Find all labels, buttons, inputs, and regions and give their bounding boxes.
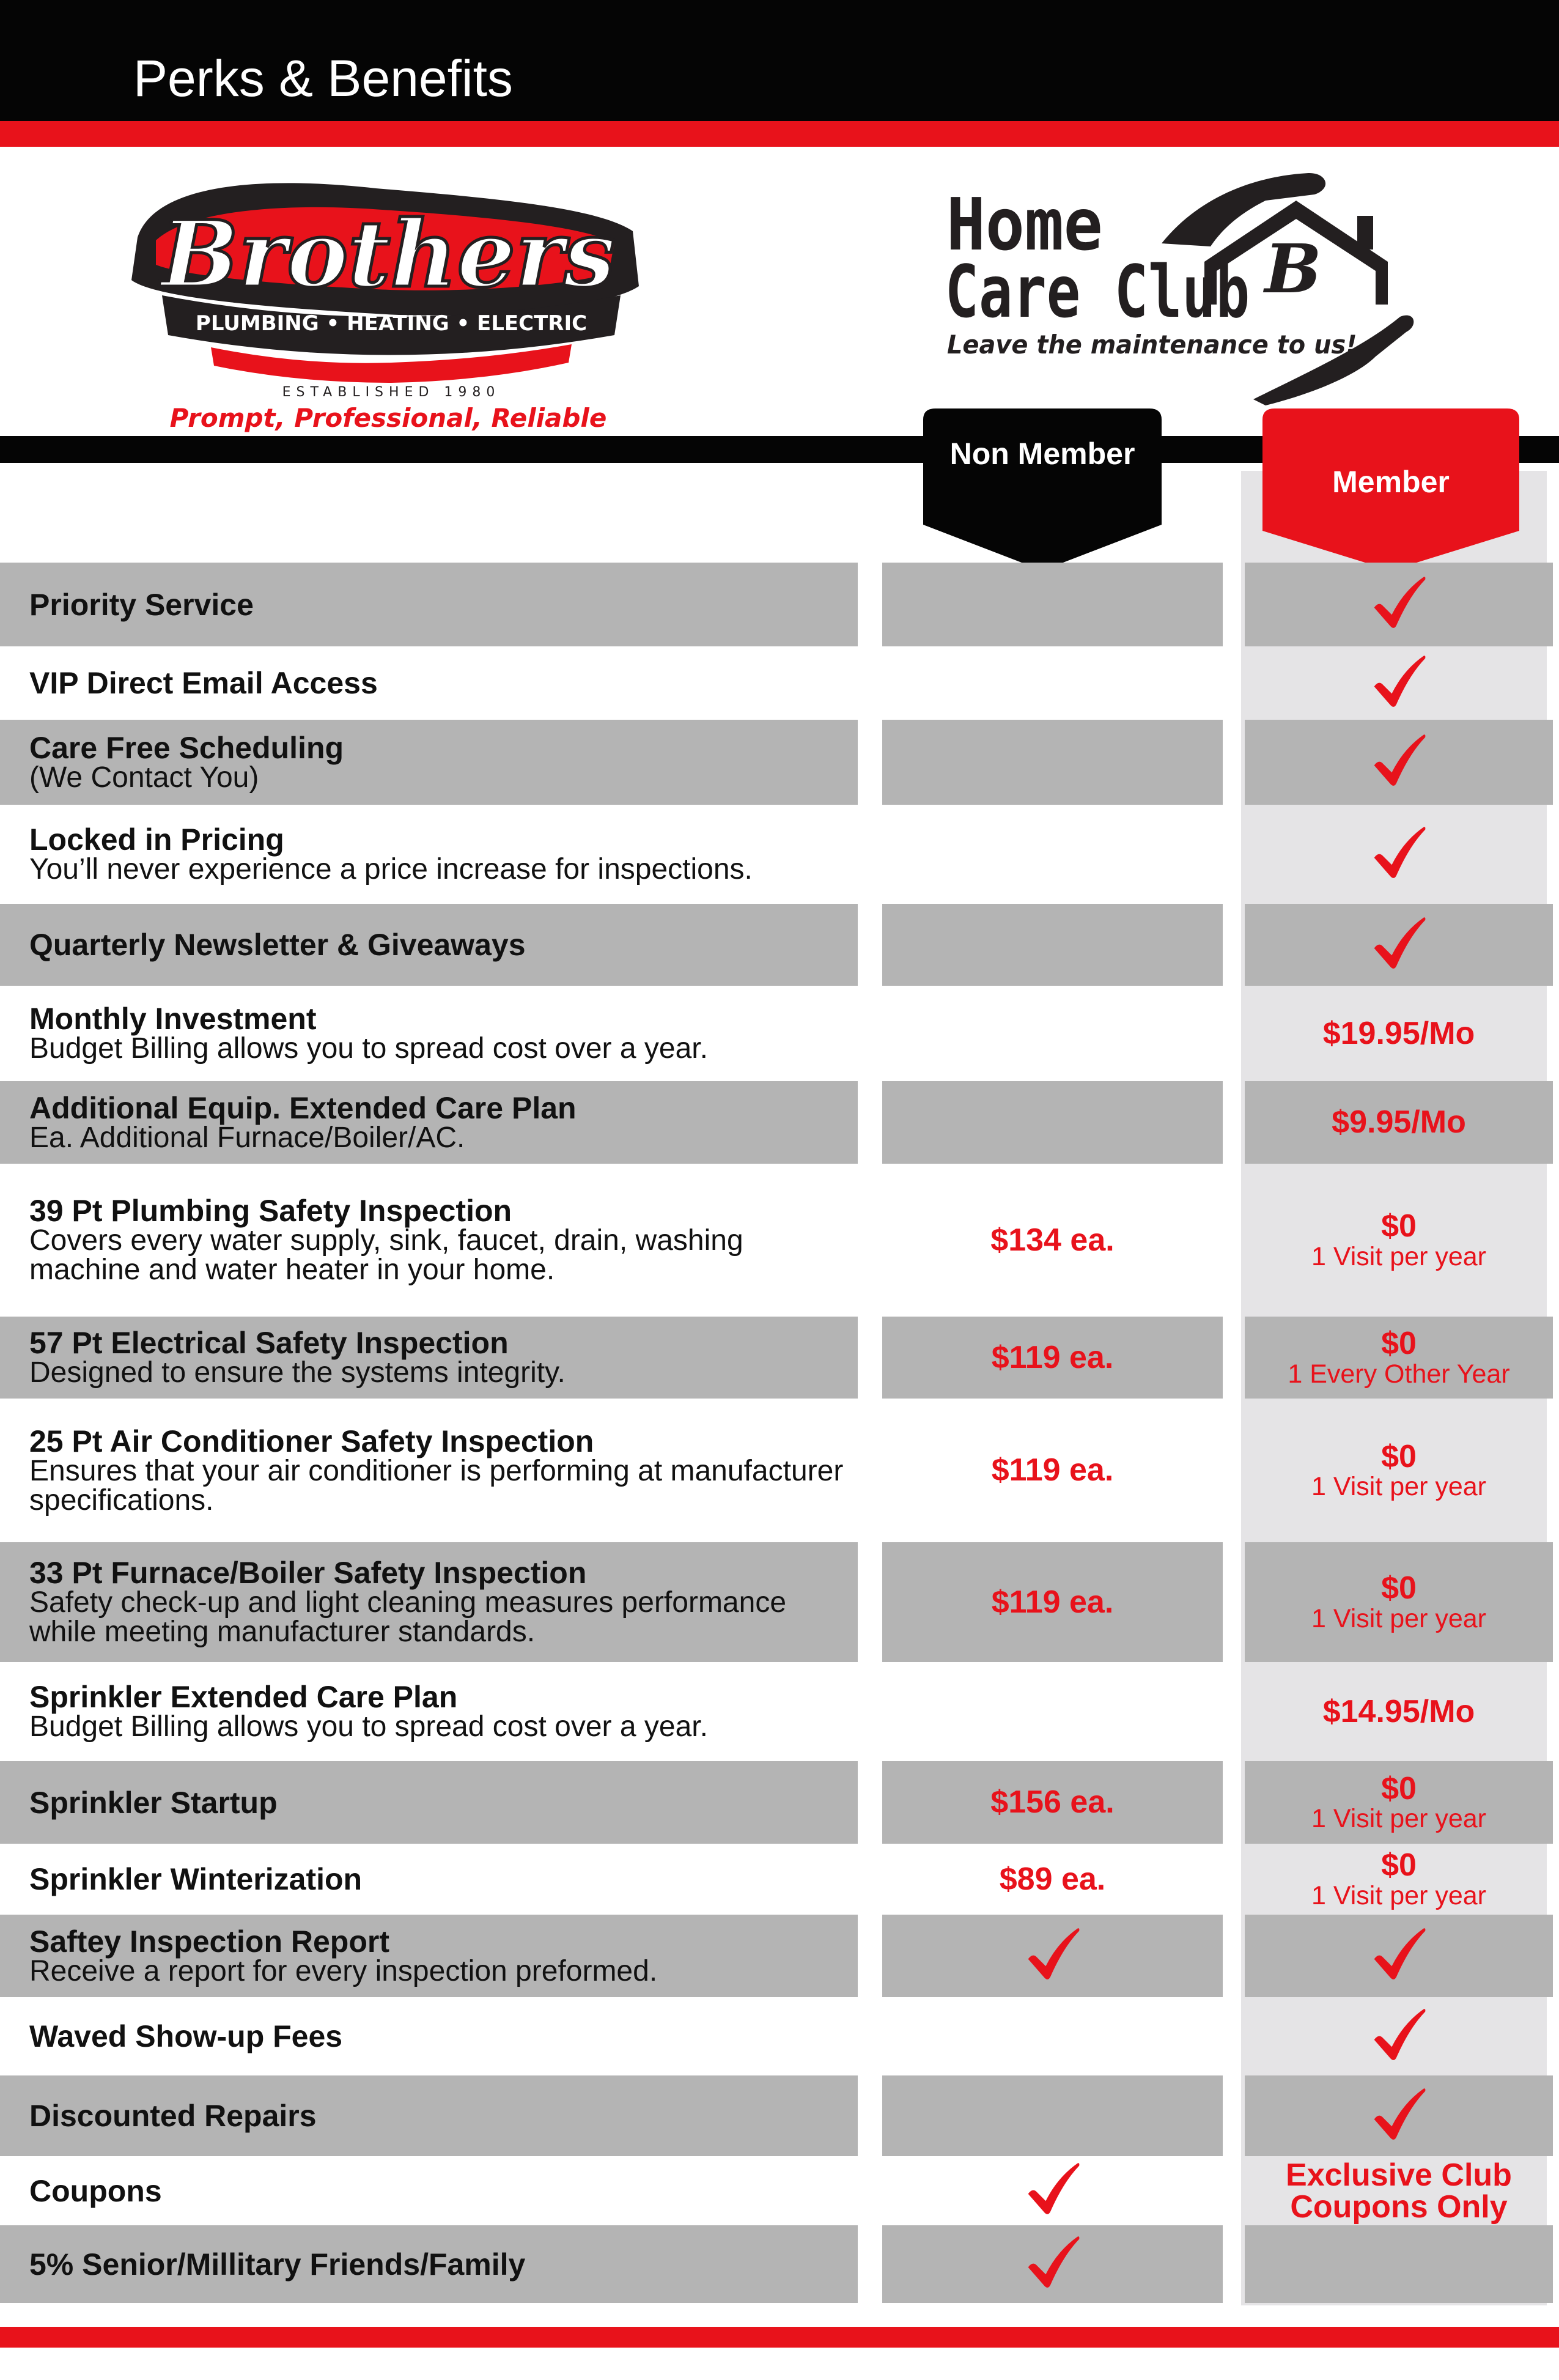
feature-cell <box>29 805 849 904</box>
table-row <box>0 1399 1559 1542</box>
visit-frequency: 1 Visit per year <box>1311 1804 1486 1834</box>
non-member-cell <box>882 720 1223 805</box>
checkmark-icon <box>1023 2233 1082 2295</box>
member-cell <box>1245 1761 1553 1844</box>
non-member-cell <box>882 1844 1223 1915</box>
non-member-cell <box>882 1081 1223 1164</box>
feature-title: Care Free Scheduling <box>29 730 344 765</box>
feature-cell <box>29 1317 849 1399</box>
member-value: $0 <box>1381 1847 1417 1883</box>
checkmark-icon <box>1369 2085 1428 2147</box>
member-cell <box>1245 563 1553 646</box>
feature-description: Designed to ensure the systems integrity. <box>29 1356 566 1389</box>
member-cell <box>1245 1662 1553 1761</box>
member-cell <box>1245 2156 1553 2225</box>
feature-cell <box>29 1081 849 1164</box>
visit-frequency: 1 Visit per year <box>1311 1472 1486 1502</box>
member-cell <box>1245 720 1553 805</box>
non-member-value: $119 ea. <box>991 1452 1114 1488</box>
member-value: Exclusive Club Coupons Only <box>1286 2157 1512 2225</box>
feature-cell <box>29 1844 849 1915</box>
non-member-cell <box>882 1662 1223 1761</box>
member-value: $0 <box>1381 1570 1417 1606</box>
non-member-cell <box>882 986 1223 1081</box>
checkmark-icon <box>1369 731 1428 793</box>
feature-title: 39 Pt Plumbing Safety Inspection <box>29 1194 512 1228</box>
red-stripe <box>0 121 1559 147</box>
checkmark-icon <box>1023 1925 1082 1987</box>
non-member-cell <box>882 2075 1223 2156</box>
feature-title: VIP Direct Email Access <box>29 666 378 700</box>
table-row <box>0 2225 1559 2303</box>
member-value: $0 <box>1381 1208 1417 1244</box>
checkmark-icon <box>1369 574 1428 635</box>
feature-description: You’ll never experience a price increase for inspections. <box>29 853 753 885</box>
checkmark-icon <box>1369 1925 1428 1987</box>
member-cell <box>1245 1915 1553 1997</box>
checkmark-icon <box>1369 824 1428 885</box>
visit-frequency: 1 Visit per year <box>1311 1880 1486 1910</box>
member-cell <box>1245 1164 1553 1317</box>
non-member-cell <box>882 1399 1223 1542</box>
feature-cell <box>29 2225 849 2303</box>
bottom-stripe <box>0 2327 1559 2348</box>
member-value: $19.95/Mo <box>1322 1015 1475 1051</box>
table-row <box>0 1997 1559 2075</box>
member-value: $0 <box>1381 1770 1417 1806</box>
non-member-cell <box>882 1317 1223 1399</box>
feature-title: 5% Senior/Millitary Friends/Family <box>29 2247 526 2282</box>
feature-cell <box>29 720 849 805</box>
table-row <box>0 1164 1559 1317</box>
non-member-cell <box>882 563 1223 646</box>
non-member-value: $134 ea. <box>990 1222 1115 1258</box>
table-row <box>0 805 1559 904</box>
feature-description: Safety check-up and light cleaning measures performance while meeting manufacturer standards. <box>29 1586 787 1648</box>
member-cell <box>1245 1317 1553 1399</box>
table-row <box>0 646 1559 720</box>
feature-description: Budget Billing allows you to spread cost over a year. <box>29 1710 708 1743</box>
non-member-cell <box>882 805 1223 904</box>
member-value: $14.95/Mo <box>1322 1693 1475 1729</box>
non-member-cell <box>882 1915 1223 1997</box>
member-cell <box>1245 1399 1553 1542</box>
visit-frequency: 1 Visit per year <box>1311 1603 1486 1633</box>
feature-cell <box>29 1761 849 1844</box>
non-member-value: $119 ea. <box>991 1584 1114 1620</box>
member-label: Member <box>1332 465 1450 499</box>
feature-title: 25 Pt Air Conditioner Safety Inspection <box>29 1424 594 1458</box>
feature-cell <box>29 1997 849 2075</box>
non-member-cell <box>882 1164 1223 1317</box>
feature-title: Quarterly Newsletter & Giveaways <box>29 928 526 962</box>
table-row <box>0 1844 1559 1915</box>
member-cell <box>1245 1844 1553 1915</box>
member-cell <box>1245 1081 1553 1164</box>
member-cell <box>1245 904 1553 986</box>
non-member-cell <box>882 2225 1223 2303</box>
feature-title: 33 Pt Furnace/Boiler Safety Inspection <box>29 1556 587 1590</box>
club-tagline: Leave the maintenance to us! <box>947 330 1357 360</box>
non-member-label: Non Member <box>949 437 1135 471</box>
feature-cell <box>29 2075 849 2156</box>
member-value: $0 <box>1381 1326 1417 1362</box>
table-row <box>0 1662 1559 1761</box>
feature-title: Discounted Repairs <box>29 2099 317 2133</box>
feature-description: (We Contact You) <box>29 761 259 794</box>
club-line1: Home <box>946 183 1103 267</box>
feature-title: Locked in Pricing <box>29 822 284 857</box>
page-title: Perks & Benefits <box>133 50 513 107</box>
feature-title: Sprinkler Startup <box>29 1785 278 1820</box>
table-row <box>0 1081 1559 1164</box>
table-row <box>0 2075 1559 2156</box>
brothers-logo <box>119 164 663 433</box>
feature-cell <box>29 1662 849 1761</box>
checkmark-icon <box>1369 2006 1428 2068</box>
visit-frequency: 1 Visit per year <box>1311 1241 1486 1271</box>
feature-title: Priority Service <box>29 587 254 622</box>
non-member-cell <box>882 1542 1223 1662</box>
non-member-cell <box>882 2156 1223 2225</box>
feature-cell <box>29 904 849 986</box>
feature-description: Receive a report for every inspection preformed. <box>29 1954 658 1987</box>
feature-description: Ea. Additional Furnace/Boiler/AC. <box>29 1121 465 1154</box>
club-monogram: B <box>1264 229 1322 308</box>
non-member-cell <box>882 904 1223 986</box>
table-row <box>0 563 1559 646</box>
table-row <box>0 1761 1559 1844</box>
feature-cell <box>29 1915 849 1997</box>
feature-title: Sprinkler Extended Care Plan <box>29 1680 458 1714</box>
non-member-column-header <box>911 408 1174 574</box>
table-row <box>0 2156 1559 2225</box>
non-member-value: $119 ea. <box>991 1339 1114 1375</box>
brothers-established: ESTABLISHED 1980 <box>282 385 501 400</box>
club-line2: Care Club <box>945 249 1250 334</box>
non-member-cell <box>882 1997 1223 2075</box>
table-row <box>0 720 1559 805</box>
non-member-value: $89 ea. <box>999 1861 1106 1897</box>
feature-title: Additional Equip. Extended Care Plan <box>29 1090 577 1125</box>
feature-cell <box>29 986 849 1081</box>
visit-frequency: 1 Every Other Year <box>1288 1359 1510 1389</box>
member-cell <box>1245 805 1553 904</box>
checkmark-icon <box>1369 914 1428 976</box>
table-row <box>0 1542 1559 1662</box>
table-row <box>0 904 1559 986</box>
checkmark-icon <box>1023 2160 1082 2222</box>
bottom-hand-icon <box>1253 316 1413 405</box>
table-row <box>0 986 1559 1081</box>
non-member-cell <box>882 1761 1223 1844</box>
home-care-club-logo <box>935 164 1424 408</box>
feature-title: Waved Show-up Fees <box>29 2019 343 2053</box>
feature-title: Sprinkler Winterization <box>29 1862 363 1896</box>
feature-cell <box>29 563 849 646</box>
member-cell <box>1245 1542 1553 1662</box>
checkmark-icon <box>1369 652 1428 714</box>
member-cell <box>1245 2075 1553 2156</box>
member-cell <box>1245 986 1553 1081</box>
table-row <box>0 1317 1559 1399</box>
brothers-tagline: Prompt, Professional, Reliable <box>169 403 607 433</box>
non-member-cell <box>882 646 1223 720</box>
feature-title: Coupons <box>29 2173 162 2208</box>
feature-description: Covers every water supply, sink, faucet, drain, washing machine and water heater in your home. <box>29 1224 743 1286</box>
member-value: $0 <box>1381 1438 1417 1474</box>
member-value: $9.95/Mo <box>1332 1104 1466 1140</box>
brothers-wordmark: Brothers <box>161 201 616 308</box>
member-cell <box>1245 1997 1553 2075</box>
feature-description: Budget Billing allows you to spread cost over a year. <box>29 1032 708 1065</box>
table-row <box>0 1915 1559 1997</box>
feature-title: 57 Pt Electrical Safety Inspection <box>29 1326 509 1360</box>
feature-cell <box>29 1164 849 1317</box>
feature-title: Monthly Investment <box>29 1002 317 1036</box>
brothers-subline: PLUMBING • HEATING • ELECTRIC <box>195 311 588 336</box>
feature-cell <box>29 646 849 720</box>
feature-cell <box>29 1399 849 1542</box>
feature-cell <box>29 1542 849 1662</box>
feature-title: Saftey Inspection Report <box>29 1924 389 1959</box>
non-member-value: $156 ea. <box>990 1784 1115 1820</box>
feature-description: Ensures that your air conditioner is performing at manufacturer specifications. <box>29 1454 844 1517</box>
member-column-header <box>1241 408 1528 574</box>
member-cell <box>1245 2225 1553 2303</box>
feature-cell <box>29 2156 849 2225</box>
member-cell <box>1245 646 1553 720</box>
